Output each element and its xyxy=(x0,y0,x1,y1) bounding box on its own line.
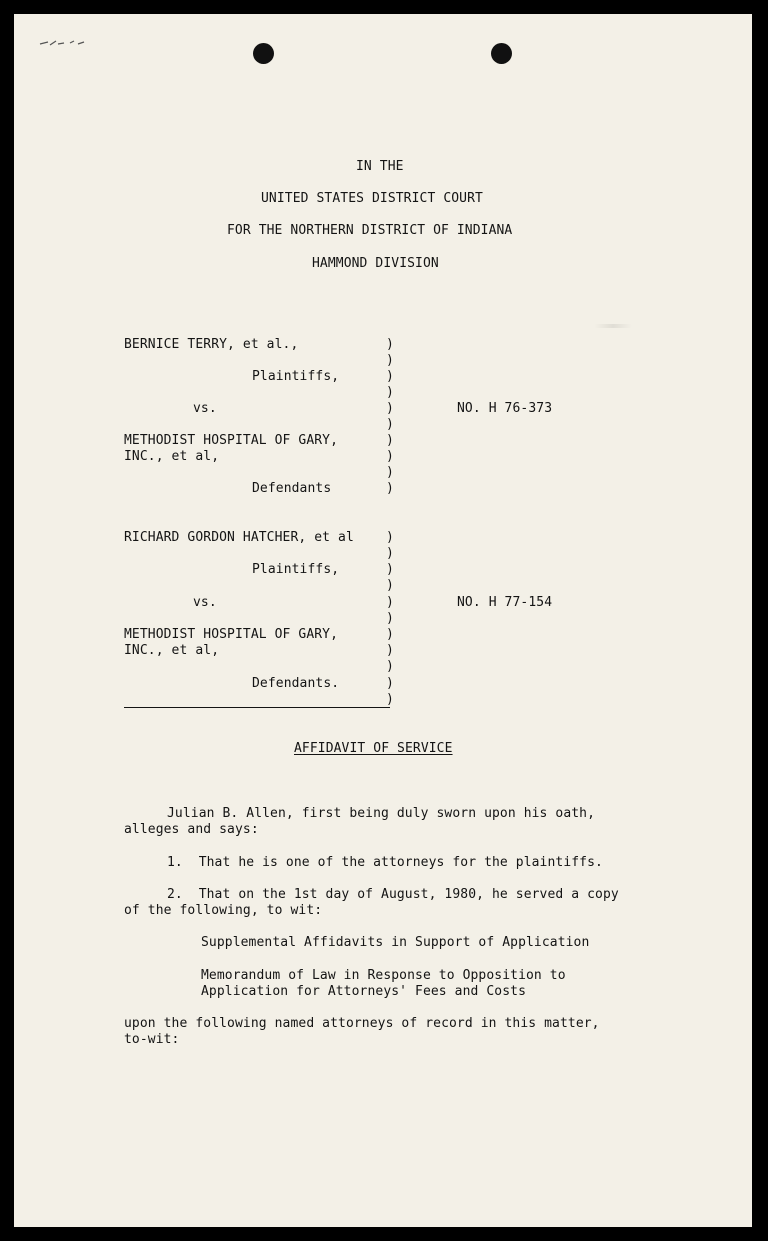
punch-hole-left xyxy=(253,43,274,64)
paragraph-2-line-2: of the following, to wit: xyxy=(124,903,323,918)
bracket-mark: ) xyxy=(386,433,394,448)
bracket-mark: ) xyxy=(386,481,394,496)
case2-plaintiffs-label: Plaintiffs, xyxy=(252,562,340,577)
court-header-line-4: HAMMOND DIVISION xyxy=(312,256,439,271)
intro-line-1: Julian B. Allen, first being duly sworn upon his oath, xyxy=(167,806,596,821)
bracket-mark: ) xyxy=(386,578,394,593)
case2-vs: vs. xyxy=(193,595,217,610)
case2-defendant-line-2: INC., et al, xyxy=(124,643,220,658)
document-title: AFFIDAVIT OF SERVICE xyxy=(294,741,453,756)
bracket-mark: ) xyxy=(386,676,394,691)
bracket-mark: ) xyxy=(386,692,394,707)
case2-number: NO. H 77-154 xyxy=(457,595,553,610)
bracket-mark: ) xyxy=(386,595,394,610)
court-header-line-3: FOR THE NORTHERN DISTRICT OF INDIANA xyxy=(227,223,513,238)
bracket-mark: ) xyxy=(386,627,394,642)
case1-number: NO. H 76-373 xyxy=(457,401,553,416)
case1-defendants-label: Defendants xyxy=(252,481,332,496)
bracket-mark: ) xyxy=(386,562,394,577)
served-document-2-line-1: Memorandum of Law in Response to Opposition to xyxy=(201,968,566,983)
court-header-line-1: IN THE xyxy=(356,159,404,174)
bracket-mark: ) xyxy=(386,546,394,561)
punch-hole-right xyxy=(491,43,512,64)
case1-defendant-line-2: INC., et al, xyxy=(124,449,220,464)
bracket-mark: ) xyxy=(386,611,394,626)
intro-line-2: alleges and says: xyxy=(124,822,259,837)
bracket-mark: ) xyxy=(386,385,394,400)
closing-line-2: to-wit: xyxy=(124,1032,180,1047)
case1-plaintiff: BERNICE TERRY, et al., xyxy=(124,337,299,352)
case1-vs: vs. xyxy=(193,401,217,416)
paper-smudge xyxy=(594,324,632,328)
served-document-2-line-2: Application for Attorneys' Fees and Costs xyxy=(201,984,526,999)
paragraph-1: 1. That he is one of the attorneys for the plaintiffs. xyxy=(167,855,603,870)
case2-defendant-line-1: METHODIST HOSPITAL OF GARY, xyxy=(124,627,339,642)
bracket-mark: ) xyxy=(386,353,394,368)
bracket-mark: ) xyxy=(386,659,394,674)
court-header-line-2: UNITED STATES DISTRICT COURT xyxy=(261,191,483,206)
bracket-mark: ) xyxy=(386,337,394,352)
paragraph-2-line-1: 2. That on the 1st day of August, 1980, he served a copy xyxy=(167,887,619,902)
case1-defendant-line-1: METHODIST HOSPITAL OF GARY, xyxy=(124,433,339,448)
bracket-mark: ) xyxy=(386,530,394,545)
case1-plaintiffs-label: Plaintiffs, xyxy=(252,369,340,384)
served-document-1: Supplemental Affidavits in Support of Application xyxy=(201,935,590,950)
closing-line-1: upon the following named attorneys of record in this matter, xyxy=(124,1016,600,1031)
case2-plaintiff: RICHARD GORDON HATCHER, et al xyxy=(124,530,354,545)
case2-defendants-label: Defendants. xyxy=(252,676,340,691)
bracket-mark: ) xyxy=(386,417,394,432)
bracket-mark: ) xyxy=(386,449,394,464)
handwritten-mark xyxy=(38,38,88,48)
bracket-mark: ) xyxy=(386,643,394,658)
bracket-mark: ) xyxy=(386,401,394,416)
bracket-mark: ) xyxy=(386,465,394,480)
bracket-mark: ) xyxy=(386,369,394,384)
caption-rule xyxy=(124,707,390,708)
